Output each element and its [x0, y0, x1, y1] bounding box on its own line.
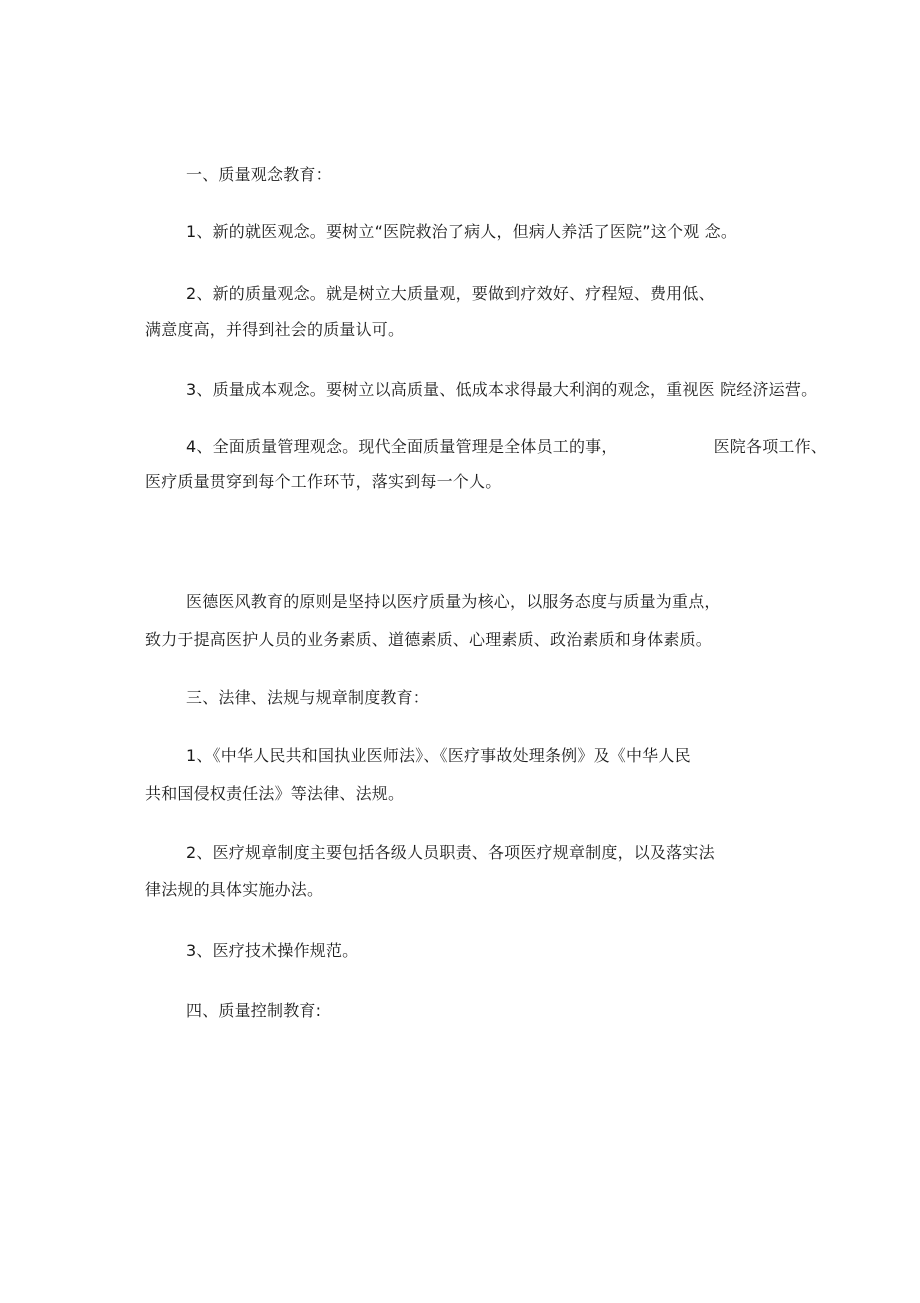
section4-heading: 四、质量控制教育:	[186, 1001, 322, 1020]
section1-item4-line1	[186, 437, 827, 457]
section3-item1-line2: 共和国侵权责任法》等法律、法规。	[145, 784, 405, 803]
section3-heading: 三、法律、法规与规章制度教育：	[186, 688, 430, 707]
section1-item4-line1-part-a: 4、全面质量管理观念。现代全面质量管理是全体员工的事，	[186, 437, 618, 456]
section2-para-line2: 致力于提高医护人员的业务素质、道德素质、心理素质、政治素质和身体素质。	[145, 630, 713, 649]
section2-para-line1: 医德医风教育的原则是坚持以医疗质量为核心，以服务态度与质量为重点，	[186, 592, 721, 611]
section3-item2-line2: 律法规的具体实施办法。	[145, 880, 324, 899]
section1-heading: 一、质量观念教育：	[186, 165, 332, 184]
section3-item3: 3、医疗技术操作规范。	[186, 941, 359, 960]
section3-item2-line1: 2、医疗规章制度主要包括各级人员职责、各项医疗规章制度，以及落实法	[186, 843, 715, 862]
section1-item4-line1-part-b: 医院各项工作、	[713, 437, 827, 456]
section1-item4-line2: 医疗质量贯穿到每个工作环节，落实到每一个人。	[145, 472, 502, 491]
section3-item1-line1: 1、《中华人民共和国执业医师法》、《医疗事故处理条例》及《中华人民	[186, 746, 691, 765]
section1-item2-line1: 2、新的质量观念。就是树立大质量观，要做到疗效好、疗程短、费用低、	[186, 284, 715, 303]
section1-item1: 1、新的就医观念。要树立“医院救治了病人，但病人养活了医院”这个观 念。	[186, 222, 738, 241]
section1-item3: 3、质量成本观念。要树立以高质量、低成本求得最大利润的观念，重视医 院经济运营。	[186, 380, 818, 399]
section1-item2-line2: 满意度高，并得到社会的质量认可。	[145, 320, 405, 339]
